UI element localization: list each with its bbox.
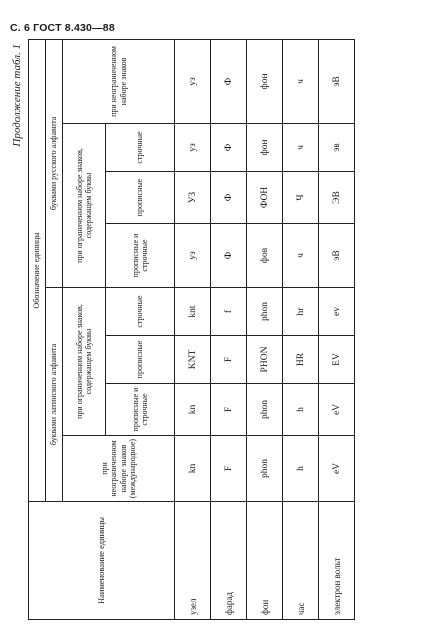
table-cell: eV — [319, 384, 355, 436]
russian-upper-header: прописные — [106, 172, 175, 224]
table-cell: уз — [175, 224, 211, 288]
table-cell: Ч — [283, 172, 319, 224]
table-cell: ЭВ — [319, 172, 355, 224]
table-cell: ч — [283, 124, 319, 172]
russian-limited-header: при ограниченном наборе знаков, содержащем буквы — [63, 124, 106, 288]
table-cell: Ф — [211, 39, 247, 123]
table-cell: Ф — [211, 224, 247, 288]
table-cell: PHON — [247, 336, 283, 384]
latin-unlimited-header: при неограниченном наборе знаков (международное) — [63, 436, 175, 502]
table-cell: эВ — [319, 224, 355, 288]
table-row — [283, 39, 319, 619]
table-cell: h — [283, 384, 319, 436]
page-header: С. 6 ГОСТ 8.430—88 — [10, 22, 115, 34]
table-cell: эВ — [319, 39, 355, 123]
table-cell: УЗ — [175, 172, 211, 224]
table-cell: ev — [319, 288, 355, 336]
latin-limited-header: при ограниченном наборе знаков, содержащем буквы — [63, 288, 106, 436]
table-cell: HR — [283, 336, 319, 384]
table-cell: F — [211, 336, 247, 384]
table-row — [247, 39, 283, 619]
table-cell: KNT — [175, 336, 211, 384]
latin-lower-header: строчные — [106, 288, 175, 336]
table-cell: уз — [175, 124, 211, 172]
table-cell: EV — [319, 336, 355, 384]
table-row — [211, 39, 247, 619]
russian-unlimited-header: при неограниченном наборе знаков — [63, 39, 175, 123]
table-cell: фон — [247, 39, 283, 123]
table-cell: эв — [319, 124, 355, 172]
table-cell: kn — [175, 436, 211, 502]
latin-upper-lower-header: прописные и строчные — [106, 384, 175, 436]
unit-name-header: Наименование единицы — [29, 502, 175, 620]
table-cell: фов — [247, 224, 283, 288]
table-cell: f — [211, 288, 247, 336]
russian-upper-lower-header: прописные и строчные — [106, 224, 175, 288]
table-cell: ч — [283, 39, 319, 123]
table-cell: Ф — [211, 124, 247, 172]
table-cell: knt — [175, 288, 211, 336]
designation-header: Обозначение единицы — [29, 39, 46, 501]
latin-alphabet-header: буквами латинского алфавита — [46, 288, 63, 502]
table-caption: Продолжение табл. 1 — [11, 44, 23, 147]
unit-name-cell: фарад — [211, 502, 247, 620]
units-table — [28, 39, 355, 620]
table-cell: уз — [175, 39, 211, 123]
table-cell: F — [211, 384, 247, 436]
unit-name-cell: час — [283, 502, 319, 620]
table-cell: phon — [247, 436, 283, 502]
table-cell: ч — [283, 224, 319, 288]
table-cell: h — [283, 436, 319, 502]
table-cell: Ф — [211, 172, 247, 224]
table-cell: фон — [247, 124, 283, 172]
table-cell: hr — [283, 288, 319, 336]
unit-name-cell: узел — [175, 502, 211, 620]
russian-lower-header: строчные — [106, 124, 175, 172]
table-cell: kn — [175, 384, 211, 436]
table-cell: ФОН — [247, 172, 283, 224]
russian-alphabet-header: буквами русского алфавита — [46, 39, 63, 287]
table-row — [319, 39, 355, 619]
latin-upper-header: прописные — [106, 336, 175, 384]
rotated-table-block — [10, 40, 410, 620]
table-cell: eV — [319, 436, 355, 502]
table-cell: F — [211, 436, 247, 502]
table-row — [175, 39, 211, 619]
table-cell: phon — [247, 384, 283, 436]
unit-name-cell: электрон вольт — [319, 502, 355, 620]
unit-name-cell: фон — [247, 502, 283, 620]
table-cell: phon — [247, 288, 283, 336]
